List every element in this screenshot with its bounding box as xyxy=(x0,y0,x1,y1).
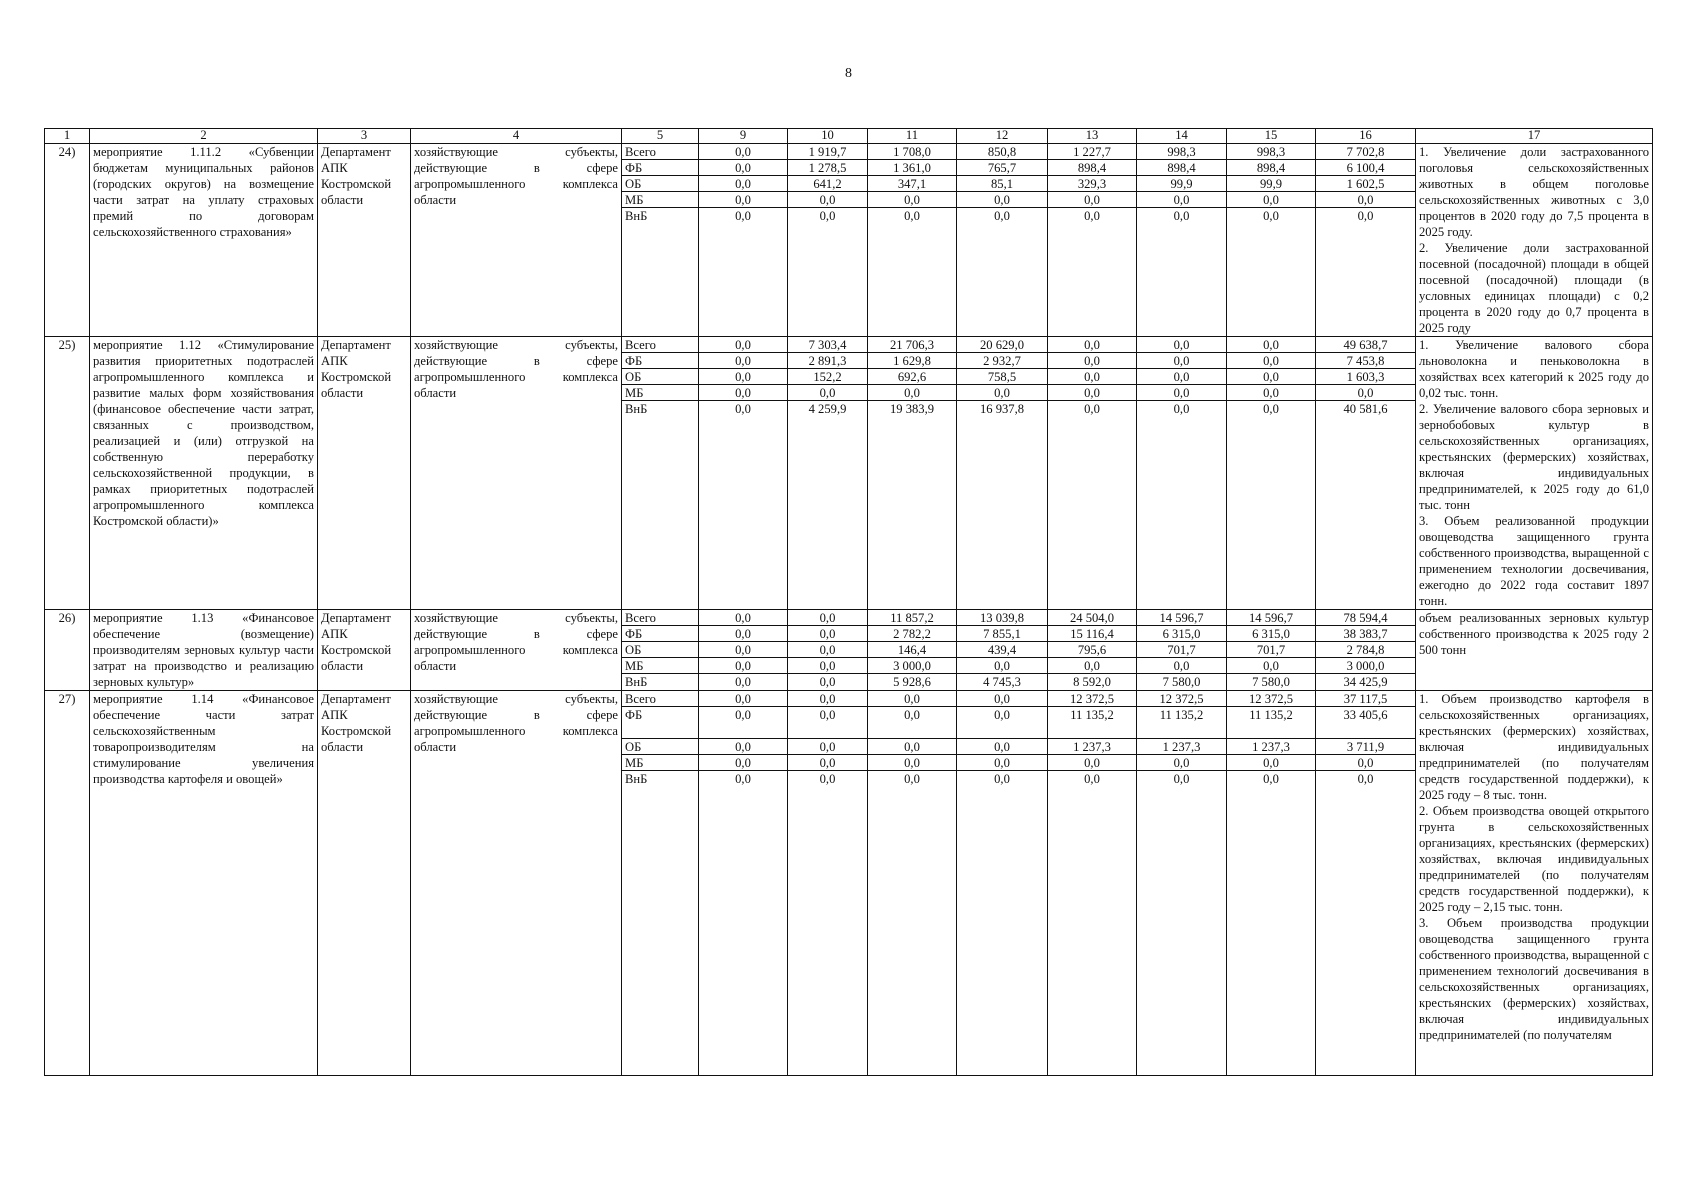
funding-value: 0,0 xyxy=(1173,402,1190,416)
funding-value: 0,0 xyxy=(1263,402,1279,416)
funding-value: 0,0 xyxy=(1227,369,1315,385)
funding-value: 2 932,7 xyxy=(957,353,1047,369)
funding-source-cell xyxy=(622,610,699,691)
funding-value: 0,0 xyxy=(699,369,787,385)
funding-value: 1 237,3 xyxy=(1137,739,1226,755)
target-indicators: 1. Увеличение доли застрахованного поголовья сельскохозяйственных животных в общем поголовье сельскохозяйственных животных с 3,0 процентов в 2020 году до 7,5 процента в 2025 году. 2. Увеличение доли застрахованной посевной (посадочной) площади в общей посевной (посадочной) площади (в условных единицах площади) с 0,2 процента в 2020 году до 0,7 процента в 2025 году xyxy=(1416,144,1653,337)
funding-value-cell xyxy=(1137,337,1227,610)
column-header: 1 xyxy=(45,129,90,144)
funding-source-label: ОБ xyxy=(622,642,698,658)
funding-value: 0,0 xyxy=(1173,772,1190,786)
funding-value: 641,2 xyxy=(788,176,867,192)
funding-value: 998,3 xyxy=(1227,144,1315,160)
funding-value: 14 596,7 xyxy=(1227,610,1315,626)
funding-value: 0,0 xyxy=(788,739,867,755)
funding-value: 0,0 xyxy=(788,642,867,658)
row-number: 25) xyxy=(45,337,90,610)
funding-value: 0,0 xyxy=(957,707,1047,739)
funding-value: 439,4 xyxy=(957,642,1047,658)
page-number: 8 xyxy=(845,66,852,81)
funding-value: 0,0 xyxy=(1048,385,1136,401)
funding-value: 12 372,5 xyxy=(1137,691,1226,707)
funding-value: 0,0 xyxy=(1316,192,1415,208)
funding-value: 14 596,7 xyxy=(1137,610,1226,626)
funding-value-cell xyxy=(1316,610,1416,691)
funding-value: 0,0 xyxy=(1227,353,1315,369)
funding-value: 3 711,9 xyxy=(1316,739,1415,755)
funding-value: 0,0 xyxy=(957,691,1047,707)
responsible-executor: Департамент АПК Костромской области xyxy=(318,691,411,1076)
funding-source-label: Всего xyxy=(622,144,698,160)
funding-value: 15 116,4 xyxy=(1048,626,1136,642)
funding-source-label: ФБ xyxy=(622,353,698,369)
funding-value-cell xyxy=(957,610,1048,691)
funding-value: 0,0 xyxy=(904,209,920,223)
funding-value: 5 928,6 xyxy=(893,675,931,689)
funding-value: 0,0 xyxy=(699,192,787,208)
funding-value: 0,0 xyxy=(868,385,956,401)
funding-value: 1 237,3 xyxy=(1048,739,1136,755)
funding-value: 0,0 xyxy=(1227,755,1315,771)
funding-source-label: МБ xyxy=(622,658,698,674)
funding-value: 0,0 xyxy=(1137,369,1226,385)
funding-value: 0,0 xyxy=(1263,209,1279,223)
funding-value-cell xyxy=(788,610,868,691)
funding-value: 0,0 xyxy=(699,739,787,755)
column-header: 11 xyxy=(868,129,957,144)
funding-value: 0,0 xyxy=(819,209,836,223)
funding-value: 765,7 xyxy=(957,160,1047,176)
funding-value: 0,0 xyxy=(699,353,787,369)
funding-value: 78 594,4 xyxy=(1316,610,1415,626)
funding-value: 0,0 xyxy=(699,691,787,707)
funding-source-label: ВнБ xyxy=(625,675,648,689)
funding-value: 2 784,8 xyxy=(1316,642,1415,658)
funding-source-label: МБ xyxy=(622,192,698,208)
funding-value: 0,0 xyxy=(788,691,867,707)
funding-value: 85,1 xyxy=(957,176,1047,192)
funding-value: 1 603,3 xyxy=(1316,369,1415,385)
funding-value-cell xyxy=(788,337,868,610)
funding-value: 758,5 xyxy=(957,369,1047,385)
funding-value: 21 706,3 xyxy=(868,337,956,353)
funding-value: 795,6 xyxy=(1048,642,1136,658)
funding-value-cell xyxy=(788,691,868,1076)
funding-value: 1 237,3 xyxy=(1227,739,1315,755)
funding-value: 0,0 xyxy=(1263,772,1279,786)
funding-value: 1 227,7 xyxy=(1048,144,1136,160)
responsible-executor: Департамент АПК Костромской области xyxy=(318,337,411,610)
funding-value: 0,0 xyxy=(1084,209,1100,223)
row-number: 27) xyxy=(45,691,90,1076)
funding-value: 0,0 xyxy=(1137,337,1226,353)
funding-value: 99,9 xyxy=(1137,176,1226,192)
funding-value: 6 315,0 xyxy=(1137,626,1226,642)
funding-value: 1 278,5 xyxy=(788,160,867,176)
column-header: 17 xyxy=(1416,129,1653,144)
table-body xyxy=(45,144,1653,1076)
funding-value: 0,0 xyxy=(994,209,1010,223)
funding-value: 0,0 xyxy=(699,610,787,626)
funding-source-label: ФБ xyxy=(622,707,698,739)
funding-value-cell xyxy=(1227,691,1316,1076)
funding-source-label: ОБ xyxy=(622,739,698,755)
funding-value: 11 135,2 xyxy=(1137,707,1226,739)
funding-value: 0,0 xyxy=(957,658,1047,674)
funding-value: 0,0 xyxy=(1137,385,1226,401)
funding-value: 850,8 xyxy=(957,144,1047,160)
column-header: 14 xyxy=(1137,129,1227,144)
funding-value-cell xyxy=(1316,337,1416,610)
funding-value: 0,0 xyxy=(735,402,751,416)
funding-value: 1 602,5 xyxy=(1316,176,1415,192)
funding-value-cell xyxy=(699,610,788,691)
column-header: 5 xyxy=(622,129,699,144)
funding-value: 0,0 xyxy=(788,707,867,739)
funding-value: 0,0 xyxy=(1357,209,1374,223)
funding-value-cell xyxy=(1048,144,1137,337)
funding-value: 0,0 xyxy=(994,772,1010,786)
funding-value: 152,2 xyxy=(788,369,867,385)
funding-value: 0,0 xyxy=(1316,755,1415,771)
funding-source-label: ФБ xyxy=(622,626,698,642)
funding-source-label: ВнБ xyxy=(625,209,648,223)
funding-value-cell xyxy=(868,610,957,691)
funding-value: 1 361,0 xyxy=(868,160,956,176)
funding-value: 1 629,8 xyxy=(868,353,956,369)
funding-value: 7 580,0 xyxy=(1252,675,1290,689)
funding-value-cell xyxy=(1137,144,1227,337)
column-header: 9 xyxy=(699,129,788,144)
funding-value: 0,0 xyxy=(699,642,787,658)
funding-value: 0,0 xyxy=(1048,755,1136,771)
funding-value: 0,0 xyxy=(1173,209,1190,223)
funding-value: 24 504,0 xyxy=(1048,610,1136,626)
funding-source-label: ОБ xyxy=(622,176,698,192)
funding-value: 0,0 xyxy=(1227,192,1315,208)
column-header: 16 xyxy=(1316,129,1416,144)
funding-value-cell xyxy=(699,144,788,337)
participants: хозяйствующие субъекты, действующие в сфере агропромышленного комплекса области xyxy=(411,144,622,337)
funding-value: 0,0 xyxy=(699,144,787,160)
funding-value-cell xyxy=(1048,610,1137,691)
funding-value: 37 117,5 xyxy=(1316,691,1415,707)
responsible-executor: Департамент АПК Костромской области xyxy=(318,610,411,691)
funding-source-label: ВнБ xyxy=(625,402,648,416)
funding-value: 7 855,1 xyxy=(957,626,1047,642)
funding-value: 2 891,3 xyxy=(788,353,867,369)
column-number-row xyxy=(45,129,1653,144)
funding-value: 19 383,9 xyxy=(889,402,935,416)
funding-value: 0,0 xyxy=(788,626,867,642)
funding-value: 0,0 xyxy=(819,772,836,786)
responsible-executor: Департамент АПК Костромской области xyxy=(318,144,411,337)
funding-value: 11 857,2 xyxy=(868,610,956,626)
table-row xyxy=(45,610,1653,691)
funding-value: 701,7 xyxy=(1137,642,1226,658)
funding-value: 0,0 xyxy=(735,209,751,223)
funding-value: 0,0 xyxy=(1048,192,1136,208)
funding-value: 13 039,8 xyxy=(957,610,1047,626)
funding-value: 0,0 xyxy=(1048,658,1136,674)
funding-value: 0,0 xyxy=(788,658,867,674)
funding-source-label: Всего xyxy=(622,610,698,626)
funding-value: 0,0 xyxy=(957,192,1047,208)
funding-value-cell xyxy=(1048,337,1137,610)
funding-value-cell xyxy=(1316,691,1416,1076)
funding-value: 0,0 xyxy=(868,192,956,208)
table-row xyxy=(45,144,1653,337)
column-header: 4 xyxy=(411,129,622,144)
funding-source-cell xyxy=(622,144,699,337)
funding-value-cell xyxy=(1316,144,1416,337)
funding-value: 1 708,0 xyxy=(868,144,956,160)
funding-value: 2 782,2 xyxy=(868,626,956,642)
funding-value-cell xyxy=(957,337,1048,610)
table-row xyxy=(45,691,1653,1076)
funding-value: 0,0 xyxy=(1048,337,1136,353)
funding-source-label: ОБ xyxy=(622,369,698,385)
participants: хозяйствующие субъекты, действующие в сфере агропромышленного комплекса области xyxy=(411,337,622,610)
funding-value: 0,0 xyxy=(699,176,787,192)
funding-value: 7 580,0 xyxy=(1162,675,1201,689)
column-header: 3 xyxy=(318,129,411,144)
funding-value: 0,0 xyxy=(699,160,787,176)
funding-value: 0,0 xyxy=(1048,353,1136,369)
funding-source-label: Всего xyxy=(622,691,698,707)
funding-value-cell xyxy=(957,691,1048,1076)
funding-value: 0,0 xyxy=(1357,772,1374,786)
funding-value: 8 592,0 xyxy=(1073,675,1111,689)
funding-value: 99,9 xyxy=(1227,176,1315,192)
funding-value: 11 135,2 xyxy=(1227,707,1315,739)
funding-value: 7 702,8 xyxy=(1316,144,1415,160)
row-number: 24) xyxy=(45,144,90,337)
funding-source-label: ВнБ xyxy=(625,772,648,786)
funding-value: 0,0 xyxy=(957,385,1047,401)
funding-value: 3 000,0 xyxy=(1316,658,1415,674)
funding-value: 34 425,9 xyxy=(1343,675,1388,689)
participants: хозяйствующие субъекты, действующие в сфере агропромышленного комплекса области xyxy=(411,691,622,1076)
column-header: 13 xyxy=(1048,129,1137,144)
table-row xyxy=(45,337,1653,610)
row-number: 26) xyxy=(45,610,90,691)
funding-value: 146,4 xyxy=(868,642,956,658)
funding-value: 0,0 xyxy=(957,755,1047,771)
funding-source-label: МБ xyxy=(622,385,698,401)
funding-value: 898,4 xyxy=(1137,160,1226,176)
funding-value: 0,0 xyxy=(1137,192,1226,208)
funding-value-cell xyxy=(1227,610,1316,691)
funding-value: 998,3 xyxy=(1137,144,1226,160)
funding-value: 7 453,8 xyxy=(1316,353,1415,369)
funding-value: 0,0 xyxy=(1137,755,1226,771)
measure-name: мероприятие 1.14 «Финансовое обеспечение части затрат сельскохозяйственным товаропроизводителям на стимулирование увеличения производства картофеля и овощей» xyxy=(90,691,318,1076)
funding-value: 692,6 xyxy=(868,369,956,385)
funding-value: 0,0 xyxy=(868,707,956,739)
funding-value: 0,0 xyxy=(699,707,787,739)
funding-value: 0,0 xyxy=(819,675,836,689)
funding-value: 33 405,6 xyxy=(1316,707,1415,739)
funding-value-cell xyxy=(1048,691,1137,1076)
funding-value: 0,0 xyxy=(1084,402,1100,416)
funding-value: 0,0 xyxy=(868,691,956,707)
funding-value-cell xyxy=(788,144,868,337)
funding-value-cell xyxy=(1227,144,1316,337)
funding-value: 6 100,4 xyxy=(1316,160,1415,176)
funding-source-label: МБ xyxy=(622,755,698,771)
target-indicators: 1. Объем производство картофеля в сельскохозяйственных организациях, крестьянских (фермерских) хозяйствах, включая индивидуальных предпринимателей (по получателям средств государственной поддержки), к 2025 году – 8 тыс. тонн. 2. Объем производства овощей открытого грунта в сельскохозяйственных организациях, крестьянских (фермерских) хозяйствах, включая индивидуальных предпринимателей (по получателям средств государственной поддержки), к 2025 году – 2,15 тыс. тонн. 3. Объем производства продукции овощеводства защищенного грунта собственного производства, выращенной с применением технологий досвечивания в сельскохозяйственных организациях, крестьянских (фермерских) хозяйствах, включая индивидуальных предпринимателей (по получателям xyxy=(1416,691,1653,1076)
column-header: 15 xyxy=(1227,129,1316,144)
funding-value: 11 135,2 xyxy=(1048,707,1136,739)
funding-value: 0,0 xyxy=(788,610,867,626)
funding-value: 0,0 xyxy=(1084,772,1100,786)
funding-value: 0,0 xyxy=(1137,353,1226,369)
funding-value: 4 745,3 xyxy=(983,675,1021,689)
column-header: 12 xyxy=(957,129,1048,144)
funding-value: 898,4 xyxy=(1227,160,1315,176)
target-indicators: объем реализованных зерновых культур собственного производства к 2025 году 2 500 тонн xyxy=(1416,610,1653,691)
funding-value: 0,0 xyxy=(699,755,787,771)
participants: хозяйствующие субъекты, действующие в сфере агропромышленного комплекса области xyxy=(411,610,622,691)
measure-name: мероприятие 1.11.2 «Субвенции бюджетам муниципальных районов (городских округов) на возмещение части затрат на уплату страховых премий по договорам сельскохозяйственного страхования» xyxy=(90,144,318,337)
funding-value-cell xyxy=(699,691,788,1076)
funding-value: 0,0 xyxy=(699,658,787,674)
funding-value: 898,4 xyxy=(1048,160,1136,176)
funding-value: 7 303,4 xyxy=(788,337,867,353)
funding-value: 347,1 xyxy=(868,176,956,192)
funding-source-label: Всего xyxy=(622,337,698,353)
funding-value: 329,3 xyxy=(1048,176,1136,192)
funding-value: 0,0 xyxy=(868,739,956,755)
funding-value: 20 629,0 xyxy=(957,337,1047,353)
column-header: 2 xyxy=(90,129,318,144)
funding-value-cell xyxy=(957,144,1048,337)
funding-value: 0,0 xyxy=(699,385,787,401)
funding-value-cell xyxy=(1227,337,1316,610)
funding-value: 0,0 xyxy=(1316,385,1415,401)
funding-source-label: ФБ xyxy=(622,160,698,176)
funding-value: 0,0 xyxy=(699,626,787,642)
funding-value: 0,0 xyxy=(788,385,867,401)
funding-value: 0,0 xyxy=(1137,658,1226,674)
funding-value: 16 937,8 xyxy=(979,402,1025,416)
funding-value: 49 638,7 xyxy=(1316,337,1415,353)
measure-name: мероприятие 1.12 «Стимулирование развития приоритетных подотраслей агропромышленного комплекса и развитие малых форм хозяйствования (финансовое обеспечение части затрат, связанных с производством, реализацией и (или) отгрузкой на собственную переработку сельскохозяйственной продукции, в рамках приоритетных подотраслей агропромышленного комплекса Костромской области)» xyxy=(90,337,318,610)
funding-value-cell xyxy=(1137,691,1227,1076)
funding-value: 6 315,0 xyxy=(1227,626,1315,642)
funding-value: 701,7 xyxy=(1227,642,1315,658)
funding-value: 0,0 xyxy=(868,755,956,771)
funding-value: 0,0 xyxy=(735,675,751,689)
funding-value: 0,0 xyxy=(1227,385,1315,401)
funding-value: 0,0 xyxy=(1227,658,1315,674)
funding-source-cell xyxy=(622,337,699,610)
funding-value-cell xyxy=(868,691,957,1076)
funding-value: 0,0 xyxy=(1227,337,1315,353)
funding-value: 0,0 xyxy=(788,755,867,771)
funding-value: 0,0 xyxy=(699,337,787,353)
funding-value: 0,0 xyxy=(735,772,751,786)
funding-source-cell xyxy=(622,691,699,1076)
funding-value: 4 259,9 xyxy=(808,402,847,416)
measure-name: мероприятие 1.13 «Финансовое обеспечение (возмещение) производителям зерновых культур части затрат на производство и реализацию зерновых культур» xyxy=(90,610,318,691)
funding-value: 0,0 xyxy=(904,772,920,786)
funding-value-cell xyxy=(699,337,788,610)
column-header: 10 xyxy=(788,129,868,144)
funding-value: 40 581,6 xyxy=(1343,402,1388,416)
funding-value: 38 383,7 xyxy=(1316,626,1415,642)
program-measures-table xyxy=(44,128,1653,1076)
funding-value-cell xyxy=(868,337,957,610)
funding-value: 3 000,0 xyxy=(868,658,956,674)
funding-value: 1 919,7 xyxy=(788,144,867,160)
funding-value-cell xyxy=(868,144,957,337)
target-indicators: 1. Увеличение валового сбора льноволокна и пеньковолокна в хозяйствах всех категорий к 2025 году до 0,02 тыс. тонн. 2. Увеличение валового сбора зерновых и зернобобовых культур в сельскохозяйственных организациях, крестьянских (фермерских) хозяйствах, включая индивидуальных предпринимателей, к 2025 году до 61,0 тыс. тонн 3. Объем реализованной продукции овощеводства защищенного грунта собственного производства, выращенной с применением технологии досвечивания, ежегодно до 2022 года составит 1897 тонн. xyxy=(1416,337,1653,610)
funding-value: 12 372,5 xyxy=(1048,691,1136,707)
funding-value: 0,0 xyxy=(788,192,867,208)
funding-value: 0,0 xyxy=(1048,369,1136,385)
funding-value-cell xyxy=(1137,610,1227,691)
funding-value: 0,0 xyxy=(957,739,1047,755)
funding-value: 12 372,5 xyxy=(1227,691,1315,707)
